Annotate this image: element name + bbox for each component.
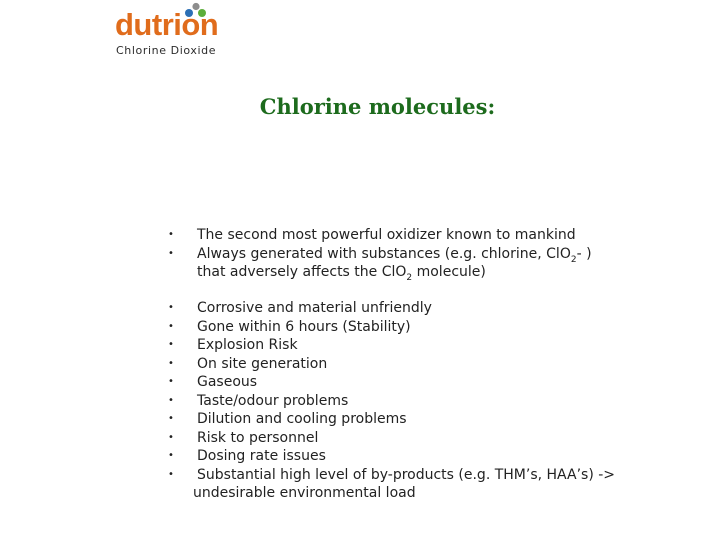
- list-item-text: Dilution and cooling problems: [197, 411, 407, 427]
- bullet: •: [168, 339, 174, 350]
- bullet: •: [168, 431, 174, 443]
- list-item: [168, 447, 615, 466]
- list-item-text: Gaseous: [197, 374, 258, 390]
- list-item: [168, 355, 615, 374]
- dutrion-logo: [112, 2, 252, 58]
- bullet: •: [168, 376, 174, 387]
- list-item: [168, 318, 615, 337]
- bullet: •: [168, 320, 174, 332]
- bullet: •: [168, 247, 174, 259]
- logo-wordmark: dutrion: [115, 7, 219, 42]
- list-item: [168, 410, 615, 429]
- list-item: [168, 429, 615, 448]
- bullet: •: [168, 229, 174, 240]
- list-item: [168, 245, 592, 282]
- subscript: 2: [570, 254, 577, 265]
- text-segment: Always generated with substances (e.g. chlorine, ClO: [197, 245, 571, 262]
- list-item: [168, 373, 615, 392]
- logo-tagline: Chlorine Dioxide: [116, 44, 217, 57]
- list-item: [168, 392, 615, 411]
- list-item-text: Dosing rate issues: [197, 448, 326, 464]
- list-item: [168, 226, 592, 245]
- disadvantages-list: [168, 299, 615, 503]
- bullet: •: [168, 394, 174, 406]
- bullet: •: [168, 450, 174, 461]
- text-segment: that adversely affects the ClO: [197, 264, 407, 280]
- list-item-text-line-2: [197, 263, 592, 282]
- list-item-text: Corrosive and material unfriendly: [197, 300, 432, 316]
- subscript: 2: [406, 272, 413, 283]
- list-item-text: The second most powerful oxidizer known to mankind: [197, 227, 576, 243]
- list-item-text: Explosion Risk: [197, 337, 298, 353]
- bullet: •: [168, 302, 174, 313]
- bullet: •: [168, 413, 174, 424]
- list-item-text: Gone within 6 hours (Stability): [197, 318, 411, 335]
- list-item-text: Risk to personnel: [197, 429, 319, 446]
- text-segment: - ): [576, 245, 592, 262]
- text-segment: molecule): [412, 264, 486, 280]
- list-item: [168, 299, 615, 318]
- bullet: •: [168, 468, 174, 480]
- list-item: [168, 336, 615, 355]
- list-item: [168, 466, 615, 503]
- list-item-text-line-1: Substantial high level of by-products (e.g. THM’s, HAA’s) ->: [197, 466, 616, 483]
- list-item-text-line-1: [197, 245, 592, 264]
- list-item-text: Taste/odour problems: [197, 392, 349, 409]
- bullet: •: [168, 357, 174, 369]
- slide-title: Chlorine molecules:: [259, 94, 496, 119]
- list-item-text-line-2: undesirable environmental load: [193, 485, 416, 501]
- list-item-text: On site generation: [197, 355, 328, 372]
- properties-list: [168, 226, 592, 282]
